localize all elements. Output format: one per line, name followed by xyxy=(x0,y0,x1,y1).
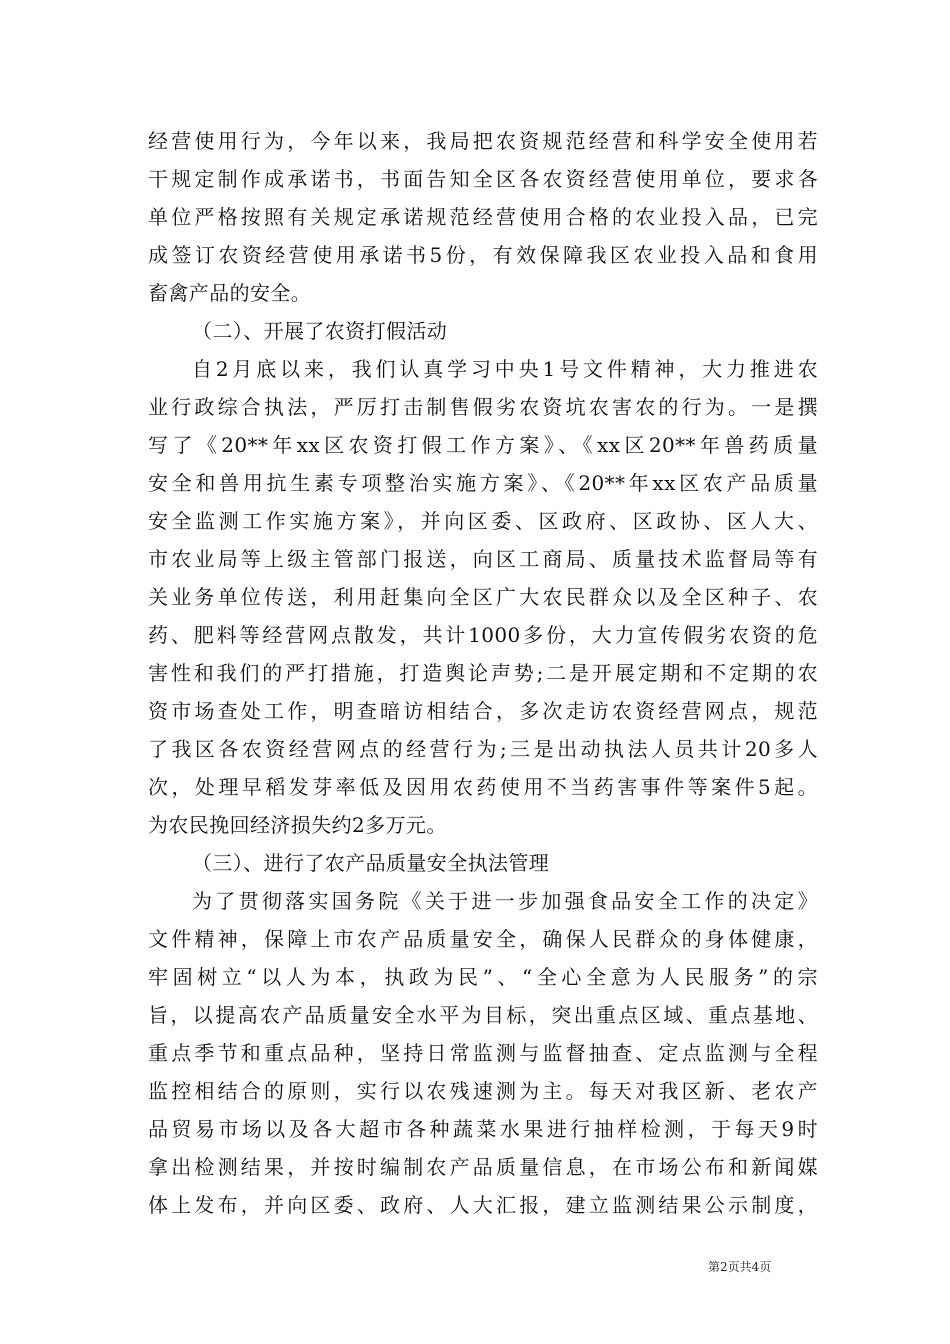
paragraph-line: 写了《20**年xx区农资打假工作方案》、《xx区20**年兽药质量 xyxy=(148,433,818,457)
paragraph-line: 了我区各农资经营网点的经营行为;三是出动执法人员共计20多人 xyxy=(148,737,818,761)
paragraph-line: 经营使用行为，今年以来，我局把农资规范经营和科学安全使用若 xyxy=(148,129,818,153)
paragraph-line: 文件精神，保障上市农产品质量安全，确保人民群众的身体健康， xyxy=(148,927,818,951)
paragraph-line: 成签订农资经营使用承诺书5份，有效保障我区农业投入品和食用 xyxy=(148,243,818,267)
page-number: 第2页共4页 xyxy=(708,1260,772,1274)
paragraph-line: 安全监测工作实施方案》，并向区委、区政府、区政协、区人大、 xyxy=(148,509,818,533)
paragraph-line: 单位严格按照有关规定承诺规范经营使用合格的农业投入品，已完 xyxy=(148,205,818,229)
paragraph-line: 牢固树立“以人为本，执政为民”、“全心全意为人民服务”的宗 xyxy=(148,965,818,989)
paragraph-line: 拿出检测结果，并按时编制农产品质量信息，在市场公布和新闻媒 xyxy=(148,1155,818,1179)
paragraph-line: 畜禽产品的安全。 xyxy=(148,281,312,305)
paragraph-line: 重点季节和重点品种，坚持日常监测与监督抽查、定点监测与全程 xyxy=(148,1041,818,1065)
section-heading: （二）、开展了农资打假活动 xyxy=(192,319,448,343)
paragraph-line: 业行政综合执法，严厉打击制售假劣农资坑农害农的行为。一是撰 xyxy=(148,395,818,419)
paragraph-line: 为农民挽回经济损失约2多万元。 xyxy=(148,813,447,837)
paragraph-line: 安全和兽用抗生素专项整治实施方案》、《20**年xx区农产品质量 xyxy=(148,471,818,495)
paragraph-line: 旨，以提高农产品质量安全水平为目标，突出重点区域、重点基地、 xyxy=(148,1003,818,1027)
paragraph-line: 干规定制作成承诺书，书面告知全区各农资经营使用单位，要求各 xyxy=(148,167,818,191)
paragraph-line: 次，处理早稻发芽率低及因用农药使用不当药害事件等案件5起。 xyxy=(148,775,818,799)
paragraph-line: 自2月底以来，我们认真学习中央1号文件精神，大力推进农 xyxy=(192,357,818,381)
paragraph-line: 监控相结合的原则，实行以农残速测为主。每天对我区新、老农产 xyxy=(148,1079,818,1103)
paragraph-line: 体上发布，并向区委、政府、人大汇报，建立监测结果公示制度， xyxy=(148,1193,818,1217)
paragraph-line: 药、肥料等经营网点散发，共计1000多份，大力宣传假劣农资的危 xyxy=(148,623,818,647)
paragraph-line: 资市场查处工作，明查暗访相结合，多次走访农资经营网点，规范 xyxy=(148,699,818,723)
paragraph-line: 市农业局等上级主管部门报送，向区工商局、质量技术监督局等有 xyxy=(148,547,818,571)
body-text xyxy=(148,122,818,1224)
paragraph-line: 为了贯彻落实国务院《关于进一步加强食品安全工作的决定》 xyxy=(192,889,818,913)
paragraph-line: 害性和我们的严打措施，打造舆论声势;二是开展定期和不定期的农 xyxy=(148,661,818,685)
section-heading: （三）、进行了农产品质量安全执法管理 xyxy=(192,851,550,875)
paragraph-line: 品贸易市场以及各大超市各种蔬菜水果进行抽样检测，于每天9时 xyxy=(148,1117,818,1141)
paragraph-line: 关业务单位传送，利用赶集向全区广大农民群众以及全区种子、农 xyxy=(148,585,818,609)
